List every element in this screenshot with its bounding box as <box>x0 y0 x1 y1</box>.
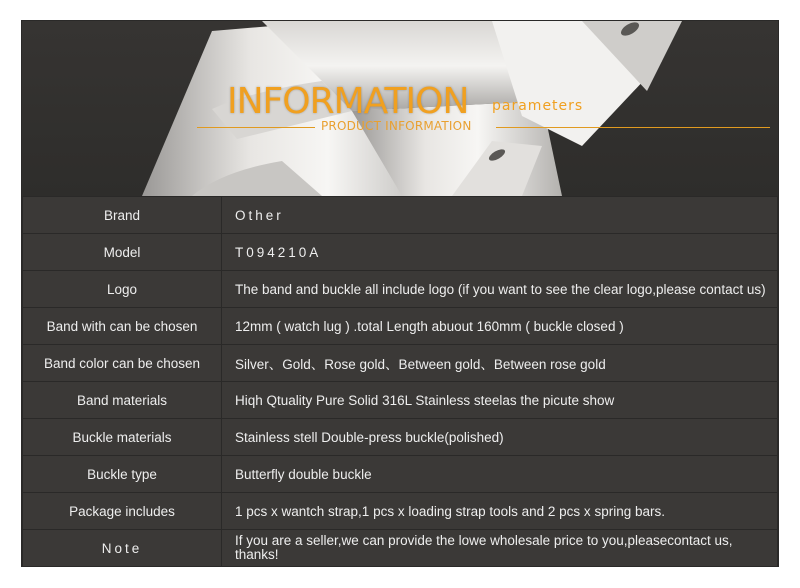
table-row <box>23 382 778 419</box>
table-row <box>23 234 778 271</box>
spec-table <box>22 196 778 567</box>
row-value: Silver、Gold、Rose gold、Between gold、Between rose gold <box>222 345 778 382</box>
row-value: The band and buckle all include logo (if you want to see the clear logo,please contact us) <box>222 271 778 308</box>
info-banner <box>22 21 778 196</box>
table-row <box>23 456 778 493</box>
table-row <box>23 345 778 382</box>
row-value: Butterfly double buckle <box>222 456 778 493</box>
row-label: Logo <box>23 271 222 308</box>
row-label: Buckle type <box>23 456 222 493</box>
info-title: INFORMATION <box>227 81 469 122</box>
table-row <box>23 197 778 234</box>
info-subtitle: parameters <box>492 98 584 114</box>
row-label: Note <box>23 530 222 567</box>
row-label: Model <box>23 234 222 271</box>
row-label: Brand <box>23 197 222 234</box>
row-value: Hiqh Qtuality Pure Solid 316L Stainless steelas the picute show <box>222 382 778 419</box>
row-label: Band materials <box>23 382 222 419</box>
table-row <box>23 419 778 456</box>
row-value: T094210A <box>222 234 778 271</box>
row-label: Band color can be chosen <box>23 345 222 382</box>
row-label: Package includes <box>23 493 222 530</box>
divider-line-left <box>197 127 315 128</box>
info-tagline: PRODUCT INFORMATION <box>321 119 472 133</box>
product-info-panel <box>21 20 779 567</box>
divider-line-right <box>496 127 770 128</box>
row-label: Band with can be chosen <box>23 308 222 345</box>
table-row <box>23 308 778 345</box>
row-value: Stainless stell Double-press buckle(polished) <box>222 419 778 456</box>
table-row <box>23 493 778 530</box>
row-value: 1 pcs x wantch strap,1 pcs x loading strap tools and 2 pcs x spring bars. <box>222 493 778 530</box>
row-value: 12mm ( watch lug ) .total Length abuout 160mm ( buckle closed ) <box>222 308 778 345</box>
row-label: Buckle materials <box>23 419 222 456</box>
table-row <box>23 271 778 308</box>
row-value: Other <box>222 197 778 234</box>
table-row <box>23 530 778 567</box>
row-value: If you are a seller,we can provide the lowe wholesale price to you,pleasecontact us, thanks! <box>222 530 778 567</box>
